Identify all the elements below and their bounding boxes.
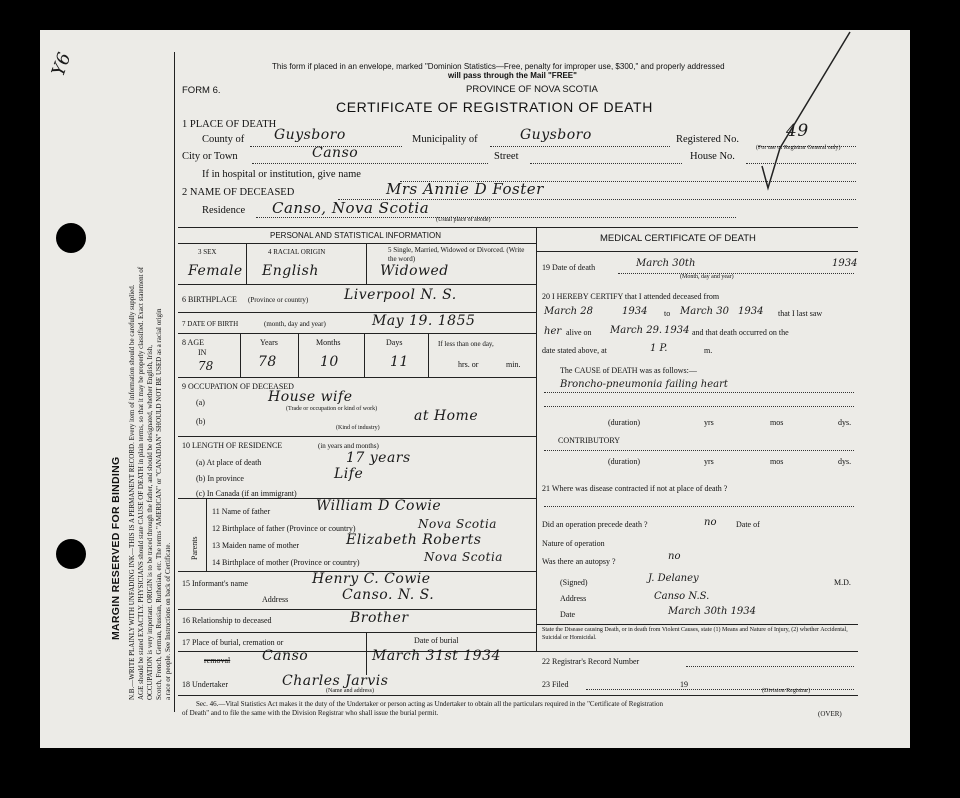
father-name: William D Cowie [316,498,442,514]
operation-value: no [704,517,717,528]
years-label: Years [260,338,278,347]
duration-label-2: (duration) [608,457,640,466]
burial-place-label: 17 Place of burial, cremation or [182,638,284,647]
sex-label: 3 SEX [198,248,217,256]
age-months: 10 [320,354,339,370]
binding-hole-bottom [56,539,86,569]
date-stated-label: date stated above, at [542,346,607,355]
corner-mark: Y6 [47,49,76,80]
mos-label-2: mos [770,457,784,466]
over-label: (OVER) [818,710,842,718]
mos-label-1: mos [770,418,784,427]
birthplace-value: Liverpool N. S. [344,287,457,303]
to-word: to [664,309,671,318]
date-of-death: March 30th [636,258,696,269]
age-in-label: IN [198,348,207,357]
relationship-value: Brother [350,610,409,626]
signature-date: March 30th 1934 [668,606,757,617]
registered-number: 49 [786,121,809,141]
date-of-label: Date of [736,520,760,529]
death-year: 1934 [832,258,858,269]
age-years: 78 [258,354,277,370]
alive-on-label: alive on [566,328,592,337]
registrar-note: (For use of Registrar General only) [756,145,841,151]
autopsy-label: Was there an autopsy ? [542,557,616,566]
marital-value: Widowed [380,263,449,279]
res-canada-label: (c) In Canada (if an immigrant) [196,489,297,498]
date-note: (Month, day and year) [680,274,734,280]
house-label: House No. [690,151,735,162]
check-scribble [740,28,860,198]
residence-label: Residence [202,205,246,216]
origin-value: English [262,263,319,279]
date-of-death-label: 19 Date of death [542,263,596,272]
dob-note: (month, day and year) [264,320,326,328]
occupation-a-label: (a) [196,398,205,407]
res-province-value: Life [334,466,364,482]
mother-name-label: 13 Maiden name of mother [212,541,300,550]
informant-label: 15 Informant's name [182,579,248,588]
dob-label: 7 DATE OF BIRTH [182,320,239,328]
attended-from-year: 1934 [622,306,648,317]
place-of-death-label: 1 PLACE OF DEATH [182,119,277,130]
attended-to: March 30 [680,306,729,317]
contributory-label: CONTRIBUTORY [558,436,621,445]
father-birthplace-label: 12 Birthplace of father (Province or country) [212,524,356,533]
mother-birthplace: Nova Scotia [424,550,503,564]
filed-year: 19 [680,680,688,689]
dob-value: May 19. 1855 [372,313,476,329]
medical-header: MEDICAL CERTIFICATE OF DEATH [600,233,756,244]
page-title: CERTIFICATE OF REGISTRATION OF DEATH [336,99,653,115]
age-days: 11 [390,354,409,370]
signature-date-label: Date [560,610,576,619]
municipality-label: Municipality of [412,134,478,145]
sex-value: Female [188,263,243,279]
days-label: Days [386,338,403,347]
less-than-day-label: If less than one day, [438,340,494,348]
residence-value: Canso, Nova Scotia [272,199,430,217]
physician-signature: J. Delaney [648,573,699,584]
certify-line: 20 I HEREBY CERTIFY that I attended deceased from [542,292,720,301]
attended-to-year: 1934 [738,306,764,317]
duration-label-1: (duration) [608,418,640,427]
occupation-a-value: House wife [268,389,353,405]
hospital-label: If in hospital or institution, give name [202,169,361,180]
binding-margin-label: MARGIN RESERVED FOR BINDING [110,456,122,640]
residence-note: (Usual place of abode) [436,217,491,223]
grid-top [178,227,858,228]
province-heading: PROVINCE OF NOVA SCOTIA [466,84,598,95]
hrs-label: hrs. or [458,360,479,369]
margin-instruction-1: N.B.—WRITE PLAINLY WITH UNFADING INK—THIS IS A PERMANENT RECORD. Every item of information should be carefully supplied. [128,284,136,700]
city-value: Canso [312,145,359,161]
nature-operation-label: Nature of operation [542,539,605,548]
mail-notice: This form if placed in an envelope, marked "Dominion Statistics—Free, penalty for improper use, $300," and properly addressed [272,62,725,71]
mail-notice-free: will pass through the Mail "FREE" [448,71,577,80]
death-occurred-label: and that death occurred on the [692,328,789,337]
registered-label: Registered No. [676,134,739,145]
city-label: City or Town [182,151,238,162]
length-residence-note: (in years and months) [318,442,379,450]
margin-rule [174,52,175,712]
division-registrar-note: (Division Registrar) [762,688,811,694]
res-place-label: (a) At place of death [196,458,262,467]
birthplace-note: (Province or country) [248,296,309,304]
informant-address-label: Address [262,595,289,604]
informant-name: Henry C. Cowie [312,571,431,587]
burial-date: March 31st 1934 [372,648,501,664]
margin-instruction-2: AGE should be stated EXACTLY. PHYSICIANS should state CAUSE OF DEATH in plain terms, so that it may be properly classified. Exact statement of [137,266,145,700]
physician-address-label: Address [560,594,587,603]
md-label: M.D. [834,578,851,587]
min-label: min. [506,360,521,369]
cause-label: The CAUSE of DEATH was as follows:— [560,366,697,375]
undertaker-note: (Name and address) [326,688,374,694]
street-label: Street [494,151,519,162]
mother-birthplace-label: 14 Birthplace of mother (Province or country) [212,558,360,567]
deceased-name-label: 2 NAME OF DECEASED [182,187,295,198]
registrar-record-label: 22 Registrar's Record Number [542,657,640,666]
informant-address: Canso. N. S. [342,587,435,603]
attended-from: March 28 [544,306,593,317]
removal-label: removal [204,656,231,665]
undertaker-name: Charles Jarvis [282,673,389,689]
state-disease-note: State the Disease causing Death, or in death from Violent Causes, state (1) Means and Nature of Injury, (2) whether Accidental, Suicidal or Homicidal. [542,627,848,641]
occupation-b-value: at Home [414,408,479,424]
sec46-text-1: Sec. 46.—Vital Statistics Act makes it the duty of the Undertaker or person acting as Undertaker to obtain all the particulars required in the "Certificate of Registration [196,700,664,708]
burial-date-label: Date of burial [414,636,459,645]
her-word: her [544,326,562,337]
county-value: Guysboro [274,127,346,143]
father-birthplace: Nova Scotia [418,517,497,531]
birthplace-label: 6 BIRTHPLACE [182,295,237,304]
autopsy-value: no [668,551,681,562]
physician-address: Canso N.S. [654,591,710,602]
months-label: Months [316,338,341,347]
marital-label: 5 Single, Married, Widowed or Divorced. (Write the word) [388,246,525,263]
margin-instruction-4: Scotch, French, German, Russian, Ruthenian, etc. The terms "AMERICAN" or "CANADIAN" SHOULD NOT BE USED as a racial origin [155,308,163,700]
alive-year: 1934 [664,325,690,336]
form-number: FORM 6. [182,85,221,96]
cause-of-death: Broncho-pneumonia failing heart [560,379,728,390]
dys-label-2: dys. [838,457,852,466]
age-label: 8 AGE [182,338,204,347]
res-province-label: (b) In province [196,474,244,483]
binding-hole-top [56,223,86,253]
occupation-label: 9 OCCUPATION OF DECEASED [182,382,294,391]
column-divider [536,227,537,651]
undertaker-label: 18 Undertaker [182,680,228,689]
occupation-b-label: (b) [196,417,206,426]
sec46-text-2: of Death" and to file the same with the Division Registrar who shall issue the burial permit. [182,709,439,717]
yrs-label-2: yrs [704,457,714,466]
filed-label: 23 Filed [542,680,569,689]
municipality-value: Guysboro [520,127,592,143]
length-residence-label: 10 LENGTH OF RESIDENCE [182,441,283,450]
personal-header: PERSONAL AND STATISTICAL INFORMATION [270,231,441,240]
mother-name: Elizabeth Roberts [346,532,482,548]
margin-instruction-5: a race or people. See Instructions on back of Certificate. [164,542,172,700]
parents-label: Parents [190,536,199,560]
deceased-name: Mrs Annie D Foster [386,180,544,198]
origin-label: 4 RACIAL ORIGIN [268,248,326,256]
county-label: County of [202,134,245,145]
hour-of-death: 1 P. [650,343,668,354]
age-scrawl: 78 [198,359,214,373]
signed-label: (Signed) [560,578,588,587]
dys-label-1: dys. [838,418,852,427]
burial-place: Canso [262,648,309,664]
margin-instruction-3: OCCUPATION is very important. ORIGIN is to be traced through the father, and should be designated, whether English, Irish, [146,344,154,700]
m-label: m. [704,346,713,355]
yrs-label-1: yrs [704,418,714,427]
disease-contracted-label: 21 Where was disease contracted if not at place of death ? [542,484,728,493]
occupation-b-note: (Kind of industry) [336,425,380,431]
operation-label: Did an operation precede death ? [542,520,648,529]
last-saw-label: that I last saw [778,309,823,318]
alive-date: March 29. [610,325,663,336]
father-name-label: 11 Name of father [212,507,271,516]
res-place-value: 17 years [346,450,411,466]
relationship-label: 16 Relationship to deceased [182,616,272,625]
occupation-a-note: (Trade or occupation or kind of work) [286,406,378,412]
